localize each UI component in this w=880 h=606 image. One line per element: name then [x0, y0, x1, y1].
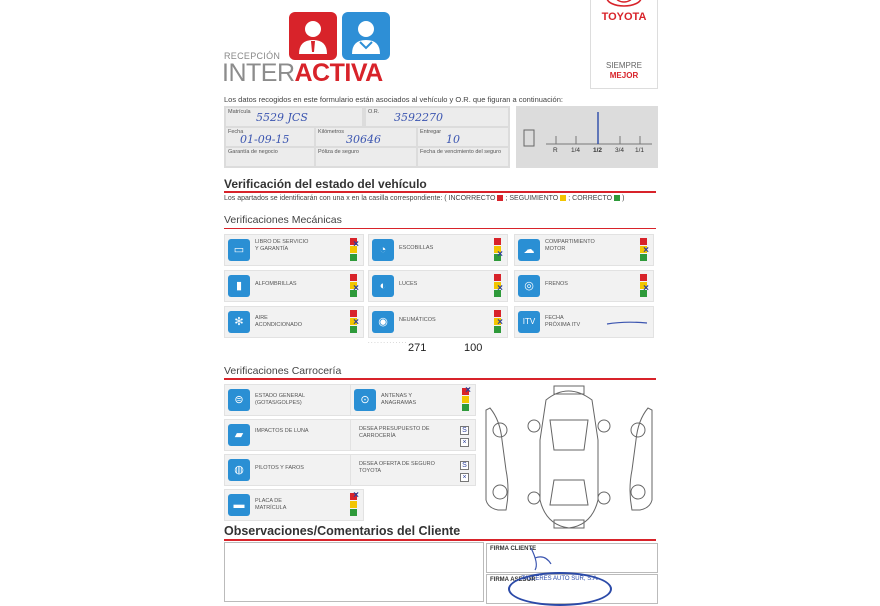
check-mark: × [353, 239, 359, 250]
toyota-logo-icon: ⊙ [354, 389, 376, 411]
observations-textarea[interactable] [224, 542, 484, 602]
check-neumaticos[interactable]: ◉ NEUMÁTICOS × [368, 306, 508, 338]
section-divider [224, 539, 656, 541]
tagline-mejor: MEJOR [609, 71, 639, 80]
headlight-icon: ◍ [228, 459, 250, 481]
brand-title: INTERACTIVA [222, 59, 383, 87]
windshield-icon: ▰ [228, 424, 250, 446]
check-mark: × [353, 283, 359, 294]
yes-checkbox[interactable]: S [460, 461, 469, 470]
garantia-field[interactable]: Garantía de negocio [226, 148, 314, 166]
mechanical-title: Verificaciones Mecánicas [224, 214, 342, 226]
overlay-number-1: 271 [408, 342, 427, 354]
poliza-field[interactable]: Póliza de seguro [316, 148, 416, 166]
client-signature-field[interactable]: FIRMA CLIENTE [486, 543, 658, 573]
check-mark: × [353, 490, 359, 501]
toyota-emblem-icon [605, 0, 643, 8]
status-legend: Los apartados se identificarán con una x en la casilla correspondiente: ( INCORRECTO ; SEGUIMIENTO ; CORRECTO ) [224, 195, 625, 202]
check-pilotos-faros[interactable]: ◍ PILOTOS Y FAROS [224, 454, 364, 486]
check-mark: × [353, 317, 359, 328]
check-alfombrillas[interactable]: ▮ ALFOMBRILLAS × [224, 270, 364, 302]
fecha-field[interactable]: Fecha 01-09-15 [226, 128, 314, 146]
check-aire-acondicionado[interactable]: ✻ AIRE ACONDICIONADO × [224, 306, 364, 338]
fuel-tick: R [553, 147, 558, 154]
wiper-icon: ◔ [372, 239, 394, 261]
check-compartimiento-motor[interactable]: ☁ COMPARTIMIENTO MOTOR × [514, 234, 654, 266]
snowflake-icon: ✻ [228, 311, 250, 333]
company-stamp: TALLERES AUTO SUR, S.A. [508, 572, 612, 606]
kilometros-field[interactable]: Kilómetros 30646 [316, 128, 416, 146]
check-mark: × [497, 249, 503, 260]
tagline-siempre: SIEMPRE [605, 61, 642, 70]
light-icon: ◐ [372, 275, 394, 297]
advisor-avatar-icon [342, 12, 390, 60]
no-checkbox[interactable]: × [460, 473, 469, 482]
toyota-brand-box [590, 0, 658, 89]
fuel-tick: 3/4 [615, 147, 625, 154]
check-escobillas[interactable]: ◔ ESCOBILLAS × [368, 234, 508, 266]
check-mark: × [497, 317, 503, 328]
vencimiento-field[interactable]: Fecha de vencimiento del seguro [418, 148, 508, 166]
section-divider [224, 191, 656, 193]
client-signature-icon [527, 544, 557, 572]
tire-icon: ◉ [372, 311, 394, 333]
section-divider [224, 228, 656, 229]
incorrect-swatch [497, 195, 503, 201]
fuel-tick: 1/2 [593, 147, 603, 154]
check-mark: × [643, 283, 649, 294]
customer-avatar-icon [289, 12, 337, 60]
correct-swatch [614, 195, 620, 201]
body-title: Verificaciones Carrocería [224, 365, 342, 377]
engine-icon: ☁ [518, 239, 540, 261]
itv-icon: ITV [518, 311, 540, 333]
or-field[interactable]: O.R. 3592270 [366, 108, 508, 126]
no-checkbox[interactable]: × [460, 438, 469, 447]
fuel-gauge-icon [516, 106, 658, 168]
overlay-number-2: 100 [464, 342, 483, 354]
entregar-field[interactable]: Entregar 10 [418, 128, 508, 146]
check-fecha-itv[interactable]: ITV FECHA PRÓXIMA ITV [514, 306, 654, 338]
intro-text: Los datos recogidos en este formulario están asociados al vehículo y O.R. que figuran a continuación: [224, 95, 563, 104]
car-body-icon: ⊜ [228, 389, 250, 411]
vehicle-data-grid [224, 106, 510, 168]
check-placa-matricula[interactable]: ▬ PLACA DE MATRÍCULA × [224, 489, 364, 521]
check-estado-general[interactable]: ⊜ ESTADO GENERAL (GOTAS/GOLPES) [224, 384, 364, 416]
check-oferta-seguro[interactable]: DESEA OFERTA DE SEGURO TOYOTA S × [350, 454, 476, 486]
check-mark: × [497, 283, 503, 294]
observations-title: Observaciones/Comentarios del Cliente [224, 524, 461, 538]
check-mark: × [465, 385, 471, 396]
fuel-tick: 1/4 [571, 147, 581, 154]
check-luces[interactable]: ◐ LUCES × [368, 270, 508, 302]
book-icon: ▭ [228, 239, 250, 261]
mat-icon: ▮ [228, 275, 250, 297]
followup-swatch [560, 195, 566, 201]
fuel-tick: 1/1 [635, 147, 645, 154]
check-presupuesto-carroceria[interactable]: DESEA PRESUPUESTO DE CARROCERÍA S × [350, 419, 476, 451]
check-frenos[interactable]: ◎ FRENOS × [514, 270, 654, 302]
fine-print: · · · · · · · · · · · · · [368, 340, 407, 346]
reception-form [218, 0, 660, 600]
car-damage-diagram[interactable] [480, 380, 658, 535]
check-mark: × [643, 245, 649, 256]
advisor-signature-field[interactable]: FIRMA ASESOR [486, 574, 658, 604]
yes-checkbox[interactable]: S [460, 426, 469, 435]
fuel-gauge[interactable] [516, 106, 658, 168]
toyota-wordmark: TOYOTA [601, 11, 647, 23]
check-antenas[interactable]: ⊙ ANTENAS Y ANAGRAMAS × [350, 384, 476, 416]
plate-icon: ▬ [228, 494, 250, 516]
brake-icon: ◎ [518, 275, 540, 297]
matricula-field[interactable]: Matrícula 5529 JCS [226, 108, 362, 126]
verification-title: Verificación del estado del vehículo [224, 177, 427, 191]
handwritten-stroke [605, 319, 649, 327]
check-impactos-luna[interactable]: ▰ IMPACTOS DE LUNA [224, 419, 364, 451]
brand-subtitle: RECEPCIÓN [224, 51, 281, 61]
check-libro-servicio[interactable]: ▭ LIBRO DE SERVICIO Y GARANTÍA × [224, 234, 364, 266]
